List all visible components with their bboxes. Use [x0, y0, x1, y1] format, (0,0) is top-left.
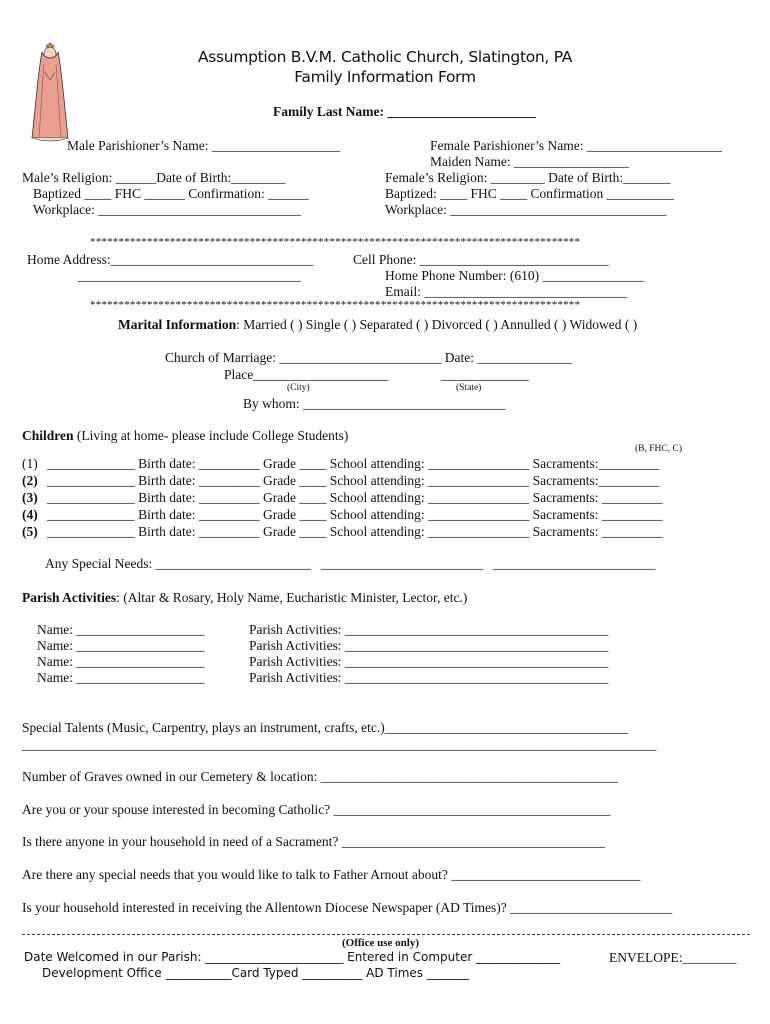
- parish-name-2[interactable]: Name: ___________________: [37, 638, 205, 653]
- special-needs-talk-field[interactable]: Are there any special needs that you would like to talk to Father Arnout about? ____________________________: [22, 867, 641, 882]
- parish-activity-1[interactable]: Parish Activities: _______________________________________: [249, 622, 609, 637]
- female-workplace-field[interactable]: Workplace: ________________________________: [385, 202, 667, 217]
- form-title: Assumption B.V.M. Catholic Church, Slatington, PA: [197, 48, 573, 66]
- male-workplace-field[interactable]: Workplace: ______________________________: [33, 202, 301, 217]
- marital-information[interactable]: [118, 317, 637, 333]
- child-fields-3[interactable]: _____________ Birth date: _________ Grade ____ School attending: _______________ Sacraments: _________: [47, 490, 663, 505]
- child-number-5: (5): [22, 524, 38, 539]
- special-needs-field[interactable]: Any Special Needs: _______________________ ________________________ ________________________: [45, 556, 656, 571]
- child-row-1[interactable]: [22, 456, 38, 472]
- form-subtitle: Family Information Form: [294, 68, 476, 86]
- sacrament-codes: (B, FHC, C): [635, 444, 682, 454]
- office-line-1[interactable]: Date Welcomed in our Parish: _______________________ Entered in Computer ______________: [24, 950, 561, 964]
- parish-activity-4[interactable]: Parish Activities: _______________________________________: [249, 670, 609, 685]
- child-fields-5[interactable]: _____________ Birth date: _________ Grade ____ School attending: _______________ Sacraments: _________: [47, 524, 663, 539]
- children-heading: [22, 428, 348, 444]
- special-talents-field[interactable]: Special Talents (Music, Carpentry, plays an instrument, crafts, etc.)____________________________________: [22, 720, 628, 735]
- children-label: Children: [22, 428, 74, 443]
- child-fields-1[interactable]: _____________ Birth date: _________ Grade ____ School attending: _______________ Sacraments:_________: [47, 456, 660, 471]
- marriage-place-field[interactable]: Place____________________: [224, 367, 389, 382]
- cell-phone-field[interactable]: Cell Phone: ____________________________: [353, 252, 609, 267]
- church-of-marriage-field[interactable]: Church of Marriage: ________________________ Date: ______________: [165, 350, 572, 365]
- male-religion-field[interactable]: Male’s Religion: ______Date of Birth:________: [22, 170, 286, 185]
- children-note: (Living at home- please include College Students): [73, 428, 349, 443]
- child-fields-2[interactable]: _____________ Birth date: _________ Grade ____ School attending: _______________ Sacraments:_________: [47, 473, 660, 488]
- parish-name-4[interactable]: Name: ___________________: [37, 670, 205, 685]
- becoming-catholic-field[interactable]: Are you or your spouse interested in becoming Catholic? _________________________________________: [22, 802, 611, 817]
- marital-label: Marital Information: [118, 317, 237, 332]
- male-sacraments-field[interactable]: Baptized ____ FHC ______ Confirmation: ______: [33, 186, 309, 201]
- parish-activity-3[interactable]: Parish Activities: _______________________________________: [249, 654, 609, 669]
- state-caption: (State): [456, 383, 482, 393]
- office-divider: [22, 934, 750, 935]
- office-line-2[interactable]: Development Office ___________Card Typed __________ AD Times _______: [42, 966, 469, 980]
- office-use-label: (Office use only): [342, 937, 419, 949]
- marital-options[interactable]: : Married ( ) Single ( ) Separated ( ) Divorced ( ) Annulled ( ) Widowed ( ): [236, 317, 638, 332]
- maiden-name-field[interactable]: Maiden Name: _________________: [430, 154, 629, 169]
- parish-note: : (Altar & Rosary, Holy Name, Eucharistic Minister, Lector, etc.): [116, 590, 468, 605]
- special-talents-line2[interactable]: ______________________________________________________________________________________________: [22, 737, 657, 752]
- divider-stars: **************************************************************************************: [90, 236, 581, 248]
- graves-field[interactable]: Number of Graves owned in our Cemetery & location: ____________________________________________: [22, 769, 618, 784]
- parish-name-3[interactable]: Name: ___________________: [37, 654, 205, 669]
- home-phone-field[interactable]: Home Phone Number: (610) _______________: [385, 268, 644, 283]
- address-line2-field[interactable]: _________________________________: [78, 268, 301, 283]
- envelope-field[interactable]: ENVELOPE:________: [609, 950, 737, 965]
- parish-activities-heading: [22, 590, 467, 606]
- male-name-field[interactable]: Male Parishioner’s Name: ___________________: [67, 138, 341, 153]
- city-caption: (City): [287, 383, 310, 393]
- child-number-2: (2): [22, 473, 38, 488]
- divider-stars-2: **************************************************************************************: [90, 299, 581, 311]
- female-name-field[interactable]: Female Parishioner’s Name: ____________________: [430, 138, 722, 153]
- family-last-name-field[interactable]: Family Last Name: ______________________: [273, 104, 536, 119]
- newspaper-field[interactable]: Is your household interested in receiving the Allentown Diocese Newspaper (AD Times)? ________________________: [22, 900, 673, 915]
- child-number-3: (3): [22, 490, 38, 505]
- child-fields-4[interactable]: _____________ Birth date: _________ Grade ____ School attending: _______________ Sacraments: _________: [47, 507, 663, 522]
- parish-label: Parish Activities: [22, 590, 117, 605]
- parish-activity-2[interactable]: Parish Activities: _______________________________________: [249, 638, 609, 653]
- sacrament-need-field[interactable]: Is there anyone in your household in need of a Sacrament? _______________________________________: [22, 834, 606, 849]
- email-field[interactable]: Email: ______________________________: [385, 284, 627, 299]
- parish-name-1[interactable]: Name: ___________________: [37, 622, 205, 637]
- home-address-field[interactable]: Home Address:______________________________: [27, 252, 314, 267]
- child-number-4: (4): [22, 507, 38, 522]
- marriage-state-field[interactable]: _____________: [441, 367, 529, 382]
- married-by-field[interactable]: By whom: ______________________________: [243, 396, 506, 411]
- female-sacraments-field[interactable]: Baptized: ____ FHC ____ Confirmation __________: [385, 186, 675, 201]
- female-religion-field[interactable]: Female’s Religion: ________ Date of Birth:_______: [385, 170, 671, 185]
- child-number: (1): [22, 456, 38, 471]
